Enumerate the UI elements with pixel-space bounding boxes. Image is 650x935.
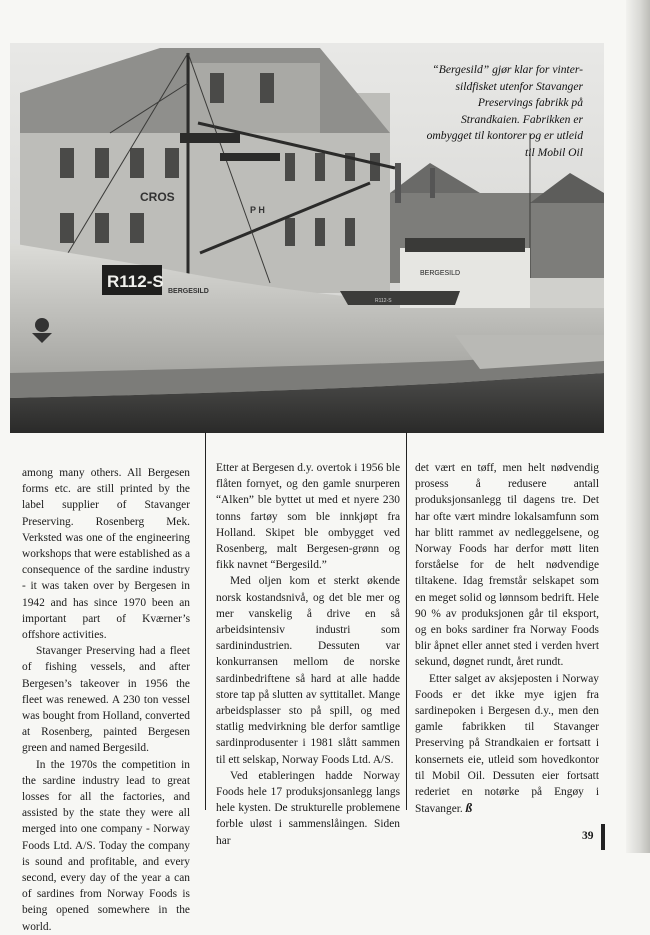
end-mark-logo: ß: [465, 800, 473, 816]
wheelhouse-name: BERGESILD: [420, 270, 461, 277]
caption-line: Strandkaien. Fabrikken er: [460, 112, 583, 126]
caption-line: Preservings fabrikk på: [477, 96, 583, 109]
paragraph: Med oljen kom et sterkt økende norsk kostandsnivå, og det ble mer og mer vanskelig å drive en så arbeidsintensiv industri som sardinindustrien. Dessuten var konkurransen mellom de norske sardinbedriftene så hard at alle hadde store tap på slutten av syttitallet. Mange arbeidsplasser sto på spill, og med statlig medvirkning ble derfor samtlige sardinprodusenter i 1981 slått sammen til ett selskap, Norway Foods Ltd. A/S.: [216, 575, 400, 766]
column-divider: [205, 432, 206, 810]
norwegian-text-column-1: [216, 460, 400, 849]
english-text-column: [22, 465, 190, 935]
paragraph: Stavanger Preserving had a fleet of fishing vessels, and after Bergesen’s takeover in 1956 the fleet was renewed. A 230 ton vessel was bought from Holland, converted at Rosenberg, painted Bergesen green and named Bergesild.: [22, 645, 190, 755]
paragraph: det vært en tøff, men helt nødvendig prosess å redusere antall produksjonsanlegg til dagens tre. Det har ofte vært mindre lokalsamfunn som har blitt rammet av nedleggelsene, og Norway Foods har derfor møtt liten forståelse for de helt nødvendige tiltakene. Idag fremstår selskapet som en meget solid og lønnsom bedrift. Hele 90 % av produksjonen går til eksport, og en boks sardiner fra Norway Foods blir åpnet eller annet sted i verden hvert sekund, døgnet rundt, året rundt.: [415, 462, 599, 669]
paragraph-text: Etter salget av aksjeposten i Norway Foods er det ikke mye igjen fra sardinepoken i Bergesen d.y., men den gamle fabrikken til Stavanger Preserving på Strandkaien er fortsatt i konsernets eie, utleid som hovedkontor til Mobil Oil. Dessuten eier fortsatt rederiet en notørke på Engøy i Stavanger.: [415, 672, 599, 816]
hull-name: BERGESILD: [168, 288, 209, 295]
caption-line: sildfisket utenfor Stavanger: [455, 79, 583, 93]
hull-number: R112-S: [107, 272, 164, 291]
building-sign: CROS: [140, 190, 175, 204]
caption-line: “Bergesild” gjør klar for vinter-: [432, 63, 583, 76]
paragraph: Etter at Bergesen d.y. overtok i 1956 ble flåten fornyet, og den gamle snurperen “Alken” ble byttet ut med et nyere 230 tonns fartøy som ble innkjøpt fra Holland. Skipet ble ombygget ved Rosenberg, malt Bergesen-grønn og fikk navnet “Bergesild.”: [216, 462, 400, 572]
paragraph: [415, 671, 599, 818]
photo-caption: [418, 62, 583, 161]
norwegian-text-column-2: [415, 460, 599, 817]
paragraph: In the 1970s the competition in the sardine industry lead to great losses for all the factories, and assisted by the state they were all merged into one company - Norway Foods Ltd. A/S. Today the company is sound and profitable, and every second, every day of the year a can of sardines from Norway Foods is being opened somewhere in the world.: [22, 758, 190, 933]
page-number: 39: [582, 830, 594, 842]
caption-line: ombygget til kontorer og er utleid: [426, 129, 583, 142]
dinghy-mark: R112-S: [375, 298, 392, 304]
building-sign-2: P H: [250, 205, 265, 215]
paragraph: among many others. All Bergesen forms etc. are still printed by the label supplier of Stavanger Preserving. Rosenberg Mek. Verksted was one of the engineering workshops that were established as a consequence of the sardine industry - it was taken over by Bergesen in 1942 and has since 1970 been an important part of Kværner’s offshore activities.: [22, 467, 190, 642]
column-divider: [406, 432, 407, 810]
book-spine-edge: [626, 0, 650, 853]
page-edge-bar: [601, 824, 605, 850]
caption-line: til Mobil Oil: [525, 145, 583, 159]
paragraph: Ved etableringen hadde Norway Foods hele 17 produksjonsanlegg langs hele kysten. De strukturelle problemene forble uløst i sammenslåingen. Siden har: [216, 769, 400, 847]
